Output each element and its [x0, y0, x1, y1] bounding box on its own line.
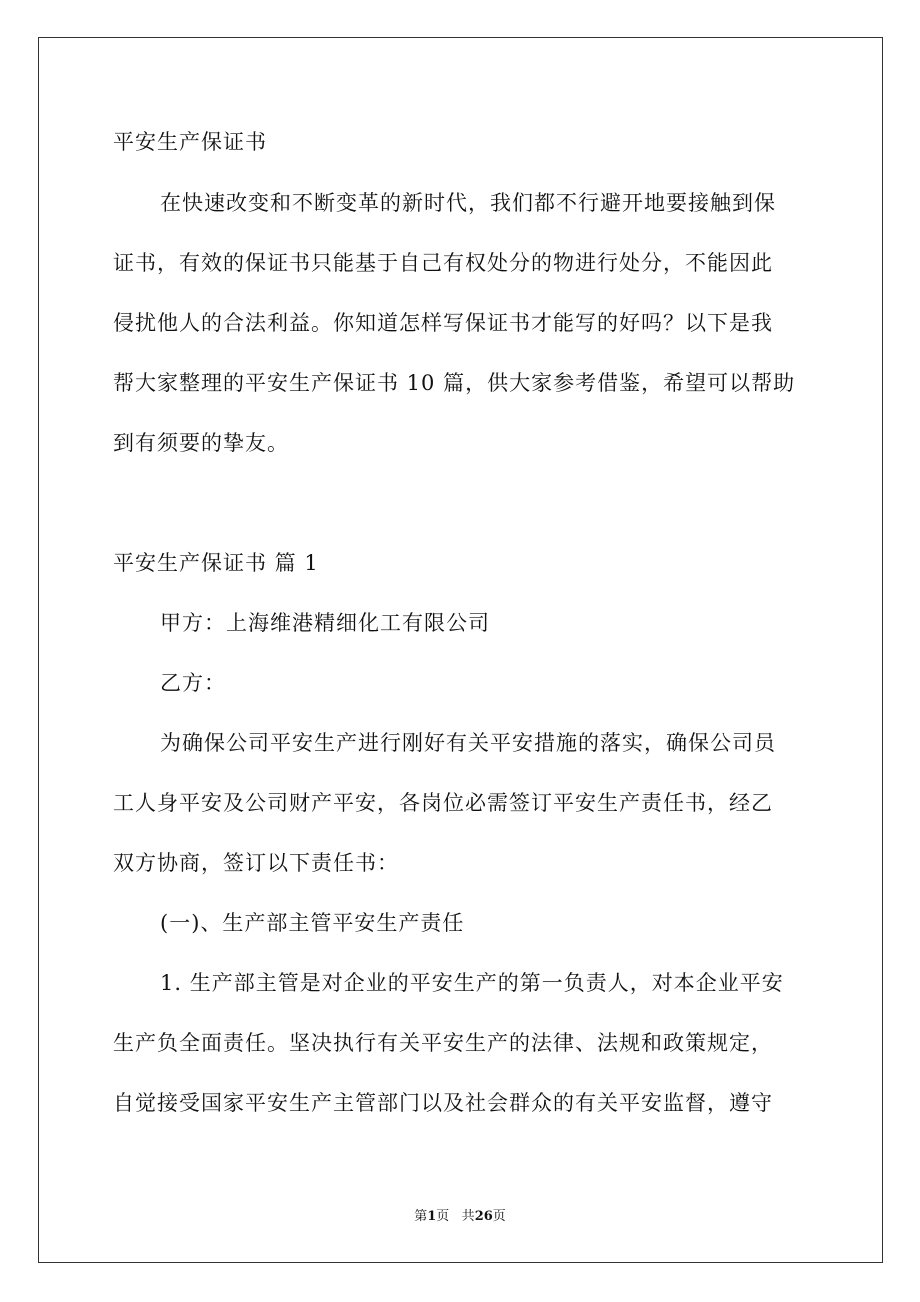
footer-prefix: 第 — [414, 1209, 428, 1224]
intro-line-5: 到有须要的挚友。 — [113, 431, 289, 455]
para1-line-3: 双方协商，签订以下责任书： — [113, 851, 399, 875]
section-heading: 平安生产保证书 篇 1 — [113, 551, 319, 575]
intro-line-2: 证书，有效的保证书只能基于自己有权处分的物进行处分，不能因此 — [113, 251, 773, 275]
intro-line-1: 在快速改变和不断变革的新时代，我们都不行避开地要接触到保 — [160, 191, 776, 215]
page-footer — [0, 1210, 920, 1223]
footer-total-suffix: 页 — [492, 1209, 506, 1224]
para2-line-3: 自觉接受国家平安生产主管部门以及社会群众的有关平安监督，遵守 — [113, 1091, 773, 1115]
intro-line-4: 帮大家整理的平安生产保证书 10 篇，供大家参考借鉴，希望可以帮助 — [113, 371, 796, 395]
para1-line-1: 为确保公司平安生产进行刚好有关平安措施的落实，确保公司员 — [160, 731, 776, 755]
footer-total-pages: 26 — [474, 1209, 493, 1224]
party-b: 乙方： — [160, 671, 226, 695]
footer-page-number: 1 — [427, 1209, 437, 1224]
footer-page-suffix: 页 — [436, 1209, 450, 1224]
sub-heading: (一)、生产部主管平安生产责任 — [160, 911, 465, 935]
party-a: 甲方：上海维港精细化工有限公司 — [160, 611, 490, 635]
para1-line-2: 工人身平安及公司财产平安，各岗位必需签订平安生产责任书，经乙 — [113, 791, 773, 815]
document-title: 平安生产保证书 — [113, 130, 267, 154]
page-border — [38, 37, 883, 1263]
para2-line-2: 生产负全面责任。坚决执行有关平安生产的法律、法规和政策规定， — [113, 1031, 773, 1055]
intro-line-3: 侵扰他人的合法利益。你知道怎样写保证书才能写的好吗？以下是我 — [113, 311, 773, 335]
footer-total-prefix: 共 — [461, 1209, 475, 1224]
para2-line-1: 1. 生产部主管是对企业的平安生产的第一负责人，对本企业平安 — [160, 971, 784, 995]
